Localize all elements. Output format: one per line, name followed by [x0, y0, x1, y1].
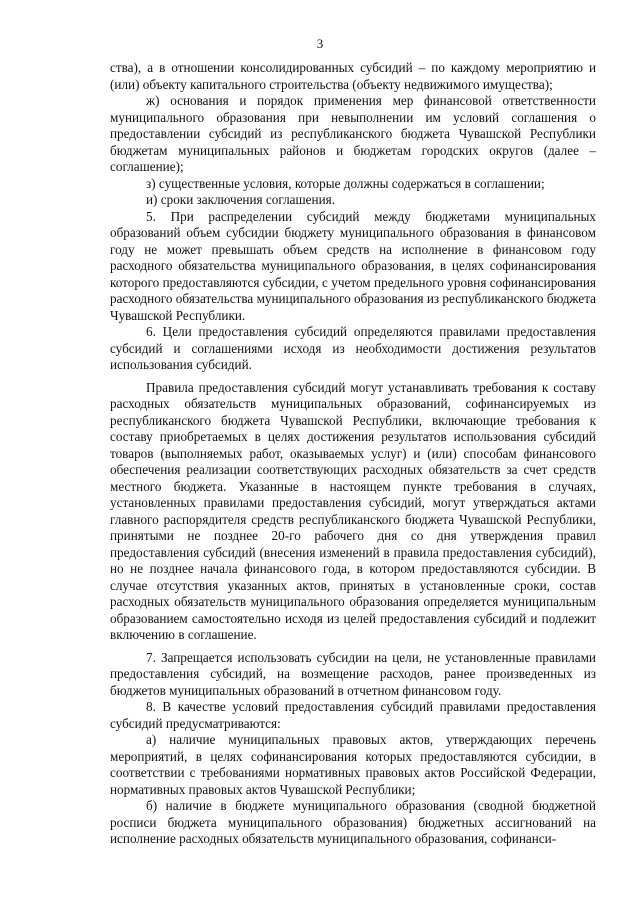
paragraph-point-6: 6. Цели предоставления субсидий определяются правилами предоставления субсидий и соглашениями исходя из необходимости достижения результатов использования субсидий. [110, 324, 596, 372]
page-number: 3 [316, 36, 324, 51]
paragraph-subsidy-rules: Правила предоставления субсидий могут устанавливать требования к составу расходных обязательств муниципальных образований, софинансируемых из республиканского бюджета Чувашской Республики, включающие требования к составу приобретаемых в целях достижения результатов использования субсидий товаров (выполняемых работ, оказываемых услуг) и (или) способам финансового обеспечения реализации соответствующих расходных обязательств за счет средств местного бюджета. Указанные в настоящем пункте требования в случаях, установленных правилами предоставления субсидий, могут утверждаться актами главного распорядителя средств республиканского бюджета Чувашской Республики, принятыми не позднее 20-го рабочего дня со дня утверждения правил предоставления субсидий (внесения изменений в правила предоставления субсидий), но не позднее начала финансового года, в котором предоставляются субсидии. В случае отсутствия указанных актов, принятых в установленные сроки, состав расходных обязательств муниципального образования определяется муниципальным образованием самостоятельно исходя из целей предоставления субсидий и подлежит включению в соглашение. [110, 379, 596, 642]
paragraph-point-8: 8. В качестве условий предоставления субсидий правилами предоставления субсидий предусматриваются: [110, 699, 596, 731]
paragraph-item-i: и) сроки заключения соглашения. [146, 192, 336, 207]
paragraph-continuation: ства), а в отношении консолидированных субсидий – по каждому мероприятию и (или) объекту капитального строительства (объекту недвижимого имущества); [110, 60, 596, 92]
paragraph-item-zh: ж) основания и порядок применения мер финансовой ответственности муниципального образования при невыполнении им условий соглашения о предоставлении субсидий из республиканского бюджета Чувашской Республики бюджетам муниципальных районов и бюджетам городских округов (далее – соглашение); [110, 93, 596, 174]
paragraph-item-a: а) наличие муниципальных правовых актов, утверждающих перечень мероприятий, в целях софинансирования которых предоставляются субсидии, в соответствии с требованиями нормативных правовых актов Российской Федерации, нормативных правовых актов Чувашской Республики; [110, 732, 596, 797]
paragraph-point-5: 5. При распределении субсидий между бюджетами муниципальных образований объем субсидии бюджету муниципального образования в финансовом году не может превышать объем средств на исполнение в финансовом году расходного обязательства муниципального образования, в целях софинансирования которого предоставляются субсидии, с учетом предельного уровня софинансирования расходного обязательства муниципального образования из республиканского бюджета Чувашской Республики. [110, 208, 596, 323]
paragraph-point-7: 7. Запрещается использовать субсидии на цели, не установленные правилами предоставления субсидий, на возмещение расходов, ранее произведенных из бюджетов муниципальных образований в отчетном финансовом году. [110, 649, 596, 698]
paragraph-item-z: з) существенные условия, которые должны содержаться в соглашении; [146, 175, 545, 191]
paragraph-item-b: б) наличие в бюджете муниципального образования (сводной бюджетной росписи бюджета муниципального образования) бюджетных ассигнований на исполнение расходных обязательств муниципального образования, софинанси- [110, 798, 596, 846]
document-body [110, 60, 596, 848]
